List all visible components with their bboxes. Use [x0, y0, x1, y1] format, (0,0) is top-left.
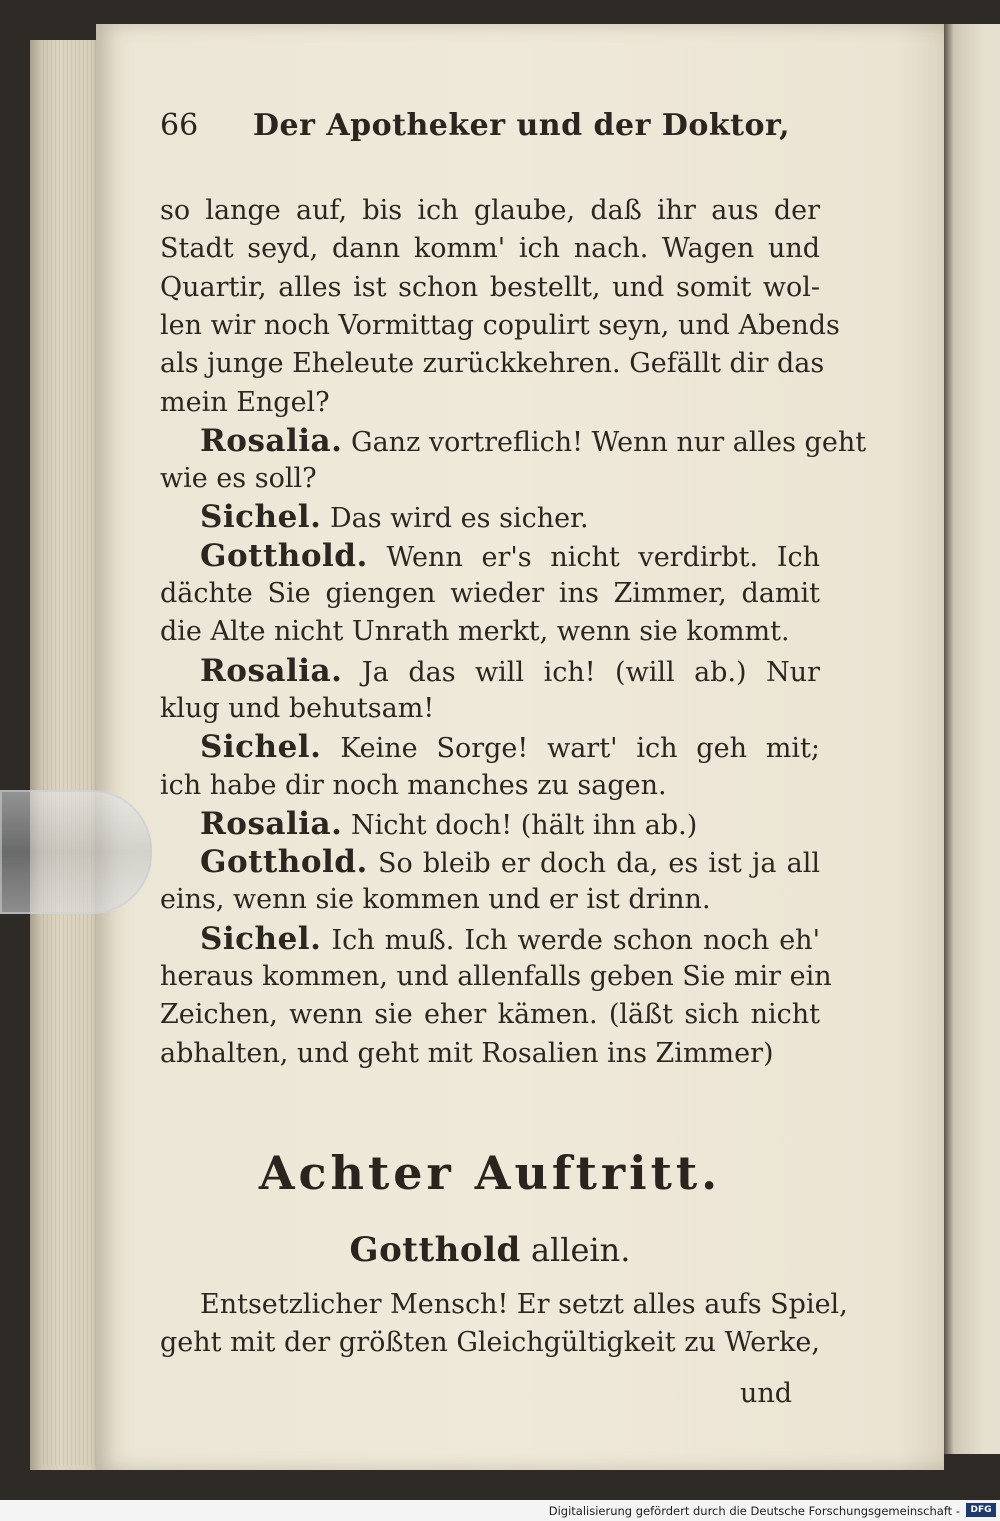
line-text: Quartir, alles ist schon bestellt, und somit wol- — [160, 271, 820, 303]
line-text: Nicht doch! (hält ihn ab.) — [351, 809, 698, 841]
dialogue-line — [160, 1035, 820, 1073]
text-line — [160, 230, 820, 268]
line-text: so lange auf, bis ich glaube, daß ihr aus der — [160, 195, 820, 226]
footer-credit: Digitalisierung gefördert durch die Deutsche Forschungsgemeinschaft - — [548, 1504, 960, 1518]
dialogue-line-with-speaker — [200, 422, 867, 460]
dialogue-line-with-speaker — [200, 537, 820, 575]
adjacent-page-edge — [944, 24, 1000, 1454]
dialogue-line — [160, 460, 820, 498]
page-clip — [0, 790, 152, 914]
text-line — [160, 269, 820, 307]
line-text: heraus kommen, und allenfalls geben Sie mir ein — [160, 961, 832, 992]
speaker-name: Sichel. — [200, 729, 322, 766]
running-title: Der Apotheker und der Doktor, — [253, 108, 791, 143]
line-text: Ich muß. Ich werde schon noch eh' — [331, 924, 820, 956]
line-text: So bleib er doch da, es ist ja all — [377, 848, 820, 880]
text-line — [160, 345, 825, 383]
scene-subheading — [160, 1230, 820, 1270]
speaker-name: Gotthold. — [200, 844, 368, 881]
line-text: Entsetzlicher Mensch! Er setzt alles aufs Spiel, — [200, 1289, 848, 1320]
closing-line — [160, 1324, 820, 1362]
dialogue-line — [160, 575, 820, 613]
dialogue-line-with-speaker — [200, 498, 820, 536]
line-text: Stadt seyd, dann komm' ich nach. Wagen und — [160, 233, 820, 265]
line-text: ich habe dir noch manches zu sagen. — [160, 769, 667, 801]
dialogue-line — [160, 958, 832, 996]
dialogue-line-with-speaker — [200, 843, 820, 881]
dialogue-line — [160, 613, 820, 651]
line-text: Keine Sorge! wart' ich geh mit; — [340, 733, 820, 765]
line-text: Ja das will ich! (will ab.) Nur — [361, 656, 820, 688]
speaker-name: Sichel. — [200, 499, 322, 536]
line-text: geht mit der größten Gleichgültigkeit zu Werke, — [160, 1327, 820, 1359]
dialogue-line-with-speaker — [200, 920, 820, 958]
line-text: die Alte nicht Unrath merkt, wenn sie kommt. — [160, 616, 790, 648]
dialogue-line-with-speaker — [200, 652, 820, 690]
line-text: Zeichen, wenn sie eher kämen. (läßt sich nicht — [160, 999, 820, 1031]
dialogue-line — [160, 881, 820, 919]
text-line — [160, 307, 840, 345]
line-text: als junge Eheleute zurückkehren. Gefällt dir das — [160, 348, 825, 380]
dialogue-line — [160, 690, 820, 728]
running-header — [160, 108, 820, 152]
catchword: und — [740, 1378, 793, 1409]
dialogue-line-with-speaker — [200, 805, 820, 843]
closing-line — [200, 1286, 848, 1324]
dialogue-line — [160, 767, 820, 805]
scene-heading: Achter Auftritt. — [258, 1146, 722, 1200]
line-text: klug und behutsam! — [160, 692, 435, 724]
dfg-logo: DFG — [966, 1503, 996, 1517]
page-edges — [40, 40, 102, 1465]
dialogue-line — [160, 996, 820, 1034]
line-text: Ganz vortreflich! Wenn nur alles geht — [351, 426, 867, 458]
digitization-footer — [0, 1500, 1000, 1521]
line-text: abhalten, und geht mit Rosalien ins Zimmer) — [160, 1037, 774, 1069]
dialogue-line-with-speaker — [200, 728, 820, 766]
speaker-name: Rosalia. — [200, 805, 343, 842]
scene-speaker: Gotthold — [349, 1230, 521, 1270]
line-text: eins, wenn sie kommen und er ist drinn. — [160, 884, 711, 916]
speaker-name: Sichel. — [200, 920, 322, 957]
line-text: dächte Sie giengen wieder ins Zimmer, damit — [160, 578, 820, 609]
speaker-name: Gotthold. — [200, 537, 368, 574]
text-line — [160, 384, 820, 422]
line-text: wie es soll? — [160, 463, 317, 495]
speaker-name: Rosalia. — [200, 422, 343, 459]
line-text: mein Engel? — [160, 386, 330, 418]
scene-direction: allein. — [530, 1231, 631, 1269]
line-text: len wir noch Vormittag copulirt seyn, und Abends — [160, 309, 840, 341]
speaker-name: Rosalia. — [200, 652, 343, 689]
line-text: Wenn er's nicht verdirbt. Ich — [386, 541, 820, 573]
line-text: Das wird es sicher. — [329, 503, 589, 535]
page-number: 66 — [160, 108, 199, 143]
text-line — [160, 192, 820, 230]
